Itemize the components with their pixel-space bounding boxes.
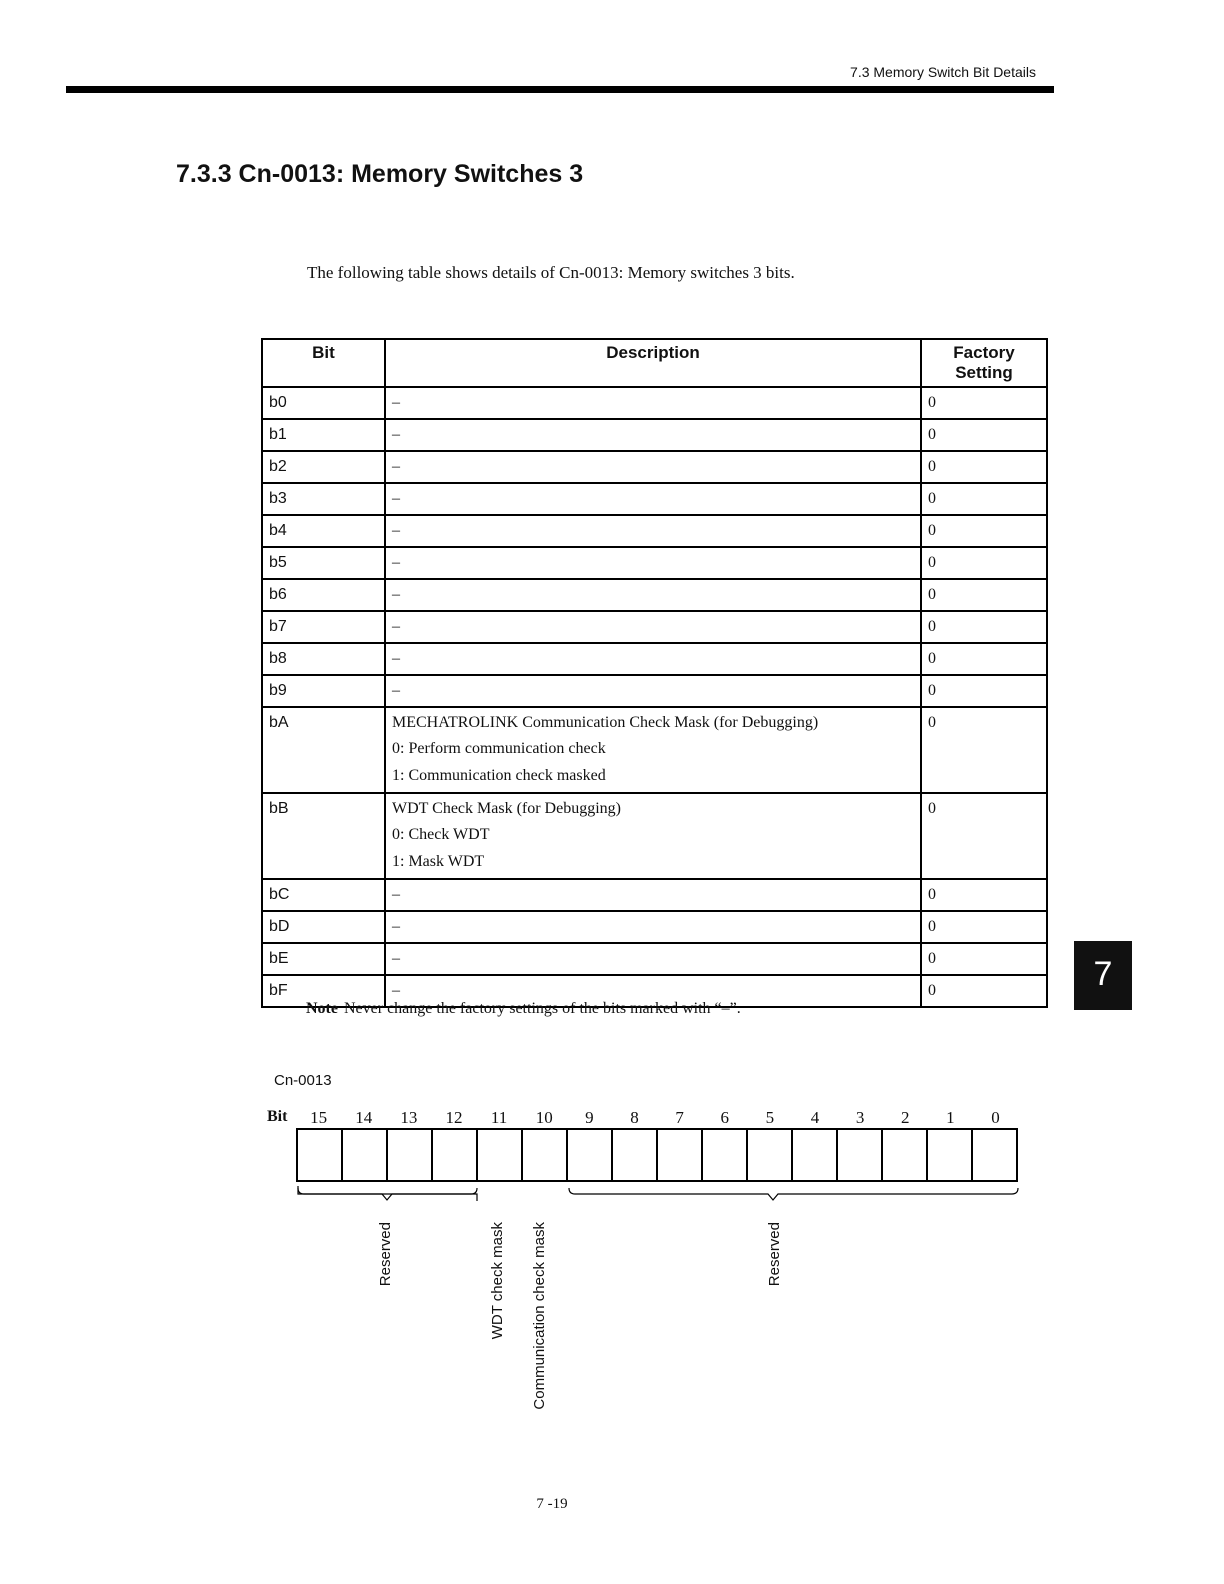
wdt-check-mask-label: WDT check mask <box>489 1222 506 1340</box>
description-line: – <box>392 394 400 411</box>
factory-setting-cell: 0 <box>921 879 1047 911</box>
header-rule <box>66 86 1054 93</box>
factory-setting-column-header: Factory Setting <box>921 339 1047 387</box>
table-row <box>262 793 1047 879</box>
page-number: 7 -19 <box>536 1496 568 1512</box>
bit-cell: b5 <box>262 547 385 579</box>
description-cell <box>385 515 921 547</box>
description-cell <box>385 579 921 611</box>
bit-number: 1 <box>946 1108 955 1127</box>
factory-setting-cell: 0 <box>921 387 1047 419</box>
bit-cell: b9 <box>262 675 385 707</box>
running-header: 7.3 Memory Switch Bit Details <box>850 64 1036 80</box>
description-column-header: Description <box>385 339 921 387</box>
factory-setting-cell: 0 <box>921 547 1047 579</box>
chapter-tab: 7 <box>1074 941 1132 1010</box>
description-cell <box>385 483 921 515</box>
factory-setting-cell: 0 <box>921 451 1047 483</box>
bit-number: 14 <box>355 1108 373 1127</box>
description-cell <box>385 547 921 579</box>
factory-setting-cell: 0 <box>921 911 1047 943</box>
reserved-high-label: Reserved <box>377 1222 394 1287</box>
factory-setting-cell: 0 <box>921 611 1047 643</box>
bit-cell: b1 <box>262 419 385 451</box>
description-cell <box>385 879 921 911</box>
table-row <box>262 675 1047 707</box>
factory-setting-cell: 0 <box>921 707 1047 793</box>
description-line: – <box>392 426 400 443</box>
bit-cell-box <box>881 1130 926 1180</box>
description-line: 0: Perform communication check <box>392 740 606 757</box>
section-title: 7.3.3 Cn-0013: Memory Switches 3 <box>176 160 584 188</box>
description-cell <box>385 643 921 675</box>
bit-cell: bB <box>262 793 385 879</box>
description-cell <box>385 419 921 451</box>
reserved-low-label: Reserved <box>766 1222 783 1287</box>
bit-register-box <box>296 1128 1018 1182</box>
bit-number: 0 <box>991 1108 1000 1127</box>
intro-paragraph: The following table shows details of Cn-0013: Memory switches 3 bits. <box>307 263 795 282</box>
bit-cell-box <box>386 1130 431 1180</box>
description-line: – <box>392 522 400 539</box>
bit-cell-box <box>971 1130 1016 1180</box>
bit-column-header: Bit <box>262 339 385 387</box>
description-cell <box>385 387 921 419</box>
bit-number: 15 <box>310 1108 328 1127</box>
bit-number: 4 <box>810 1108 820 1127</box>
bit-number: 12 <box>445 1108 463 1127</box>
bit-cell-box <box>836 1130 881 1180</box>
description-line: – <box>392 490 400 507</box>
bit-number: 7 <box>675 1108 684 1127</box>
bit-cell-box <box>341 1130 386 1180</box>
brace-bits-9-0 <box>569 1188 1018 1200</box>
bit-row-label: Bit <box>267 1108 288 1125</box>
bit-number: 5 <box>765 1108 775 1127</box>
table-row <box>262 419 1047 451</box>
bit-cell-box <box>656 1130 701 1180</box>
description-line: – <box>392 458 400 475</box>
bit-cell-box <box>701 1130 746 1180</box>
description-line: – <box>392 918 400 935</box>
table-row <box>262 547 1047 579</box>
description-line: – <box>392 554 400 571</box>
bit-cell: bD <box>262 911 385 943</box>
description-line: – <box>392 950 400 967</box>
bit-number: 13 <box>400 1108 418 1127</box>
bit-cell: b7 <box>262 611 385 643</box>
description-cell <box>385 911 921 943</box>
bit-number: 2 <box>900 1108 910 1127</box>
description-line: 1: Communication check masked <box>392 767 606 784</box>
bit-cell-box <box>521 1130 566 1180</box>
table-row <box>262 579 1047 611</box>
factory-setting-cell: 0 <box>921 419 1047 451</box>
bit-cell: b3 <box>262 483 385 515</box>
bit-cell-box <box>298 1130 341 1180</box>
bit-cell-box <box>746 1130 791 1180</box>
bit-cell-box <box>431 1130 476 1180</box>
bit-cell-box <box>926 1130 971 1180</box>
description-line: 1: Mask WDT <box>392 853 485 870</box>
description-line: – <box>392 618 400 635</box>
bit-cell: b6 <box>262 579 385 611</box>
bit-cell-box <box>566 1130 611 1180</box>
description-cell <box>385 611 921 643</box>
description-line: – <box>392 682 400 699</box>
bit-number: 10 <box>535 1108 553 1127</box>
description-line: – <box>392 886 400 903</box>
bit-number: 6 <box>720 1108 729 1127</box>
note <box>306 1000 741 1018</box>
description-cell <box>385 943 921 975</box>
description-line: – <box>392 982 400 999</box>
description-line: – <box>392 586 400 603</box>
factory-setting-cell: 0 <box>921 675 1047 707</box>
description-cell <box>385 793 921 879</box>
table-row <box>262 643 1047 675</box>
table-row <box>262 387 1047 419</box>
bit-cell: b0 <box>262 387 385 419</box>
table-row <box>262 451 1047 483</box>
factory-setting-cell: 0 <box>921 975 1047 1007</box>
bit-cell-box <box>476 1130 521 1180</box>
bit-number: 9 <box>585 1108 594 1127</box>
table-row <box>262 515 1047 547</box>
bit-cell: bE <box>262 943 385 975</box>
table-row <box>262 483 1047 515</box>
factory-setting-cell: 0 <box>921 643 1047 675</box>
bit-cell: bF <box>262 975 385 1007</box>
table-body <box>262 387 1047 1007</box>
table-row <box>262 707 1047 793</box>
description-cell <box>385 451 921 483</box>
factory-setting-cell: 0 <box>921 943 1047 975</box>
table-row <box>262 879 1047 911</box>
bit-cell: b2 <box>262 451 385 483</box>
bit-number: 11 <box>490 1108 508 1127</box>
factory-setting-cell: 0 <box>921 793 1047 879</box>
factory-setting-cell: 0 <box>921 483 1047 515</box>
factory-setting-cell: 0 <box>921 579 1047 611</box>
bit-cell-box <box>791 1130 836 1180</box>
description-cell <box>385 707 921 793</box>
description-line: 0: Check WDT <box>392 826 490 843</box>
bit-cell: bC <box>262 879 385 911</box>
description-cell <box>385 675 921 707</box>
communication-check-mask-label: Communication check mask <box>531 1222 548 1410</box>
bit-cell-box <box>611 1130 656 1180</box>
description-line: WDT Check Mask (for Debugging) <box>392 800 621 817</box>
factory-setting-cell: 0 <box>921 515 1047 547</box>
description-line: MECHATROLINK Communication Check Mask (for Debugging) <box>392 714 819 731</box>
table-row <box>262 611 1047 643</box>
bit-cell: bA <box>262 707 385 793</box>
bit-cell: b4 <box>262 515 385 547</box>
table-row <box>262 943 1047 975</box>
bit-cell: b8 <box>262 643 385 675</box>
memory-switch-table <box>261 338 1048 1008</box>
register-name: Cn-0013 <box>274 1072 332 1089</box>
bit-number: 3 <box>855 1108 865 1127</box>
note-text: Never change the factory settings of the bits marked with “–”. <box>343 1000 741 1017</box>
table-header-row <box>262 339 1047 387</box>
bit-number: 8 <box>630 1108 639 1127</box>
bit-group-braces <box>290 1184 1030 1214</box>
note-label: Note <box>306 1000 338 1017</box>
description-line: – <box>392 650 400 667</box>
table-row <box>262 911 1047 943</box>
